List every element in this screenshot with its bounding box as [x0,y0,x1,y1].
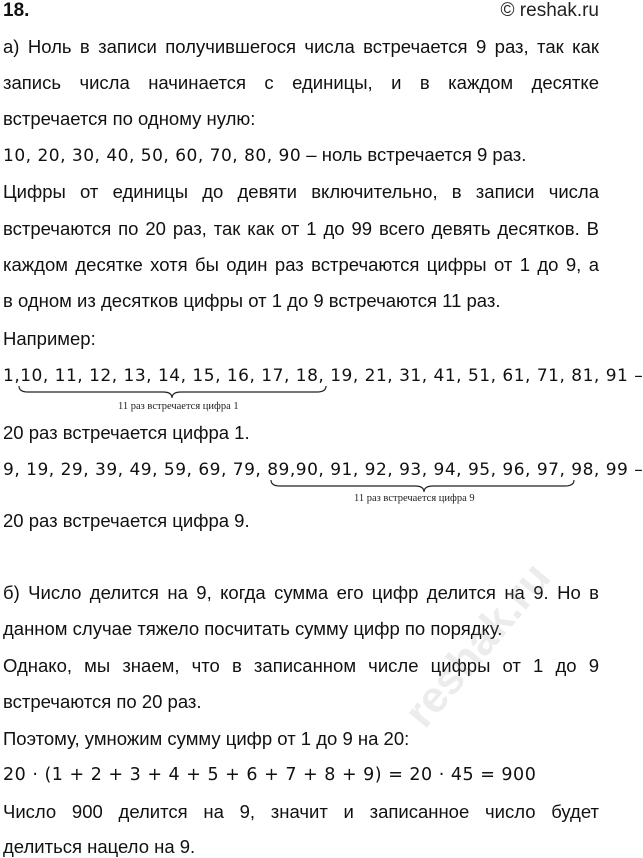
brace-2-label: 11 раз встречается цифра 9 [354,493,475,504]
seq1-tail: , 21, 31, 41, 51, 61, 71, 81, 91 – [352,366,643,386]
part-a-line-2: запись числа начинается с единицы, и в каждом десятке [3,72,599,93]
sequence-2 [3,458,643,480]
part-b-line-4: встречаются по 20 раз. [3,691,202,712]
formula: 20 · (1 + 2 + 3 + 4 + 5 + 6 + 7 + 8 + 9) = 20 · 45 = 900 [3,765,537,785]
zeros-text: – ноль встречается 9 раз. [301,144,527,165]
seq2-braced: 90, 91, 92, 93, 94, 95, 96, 97, 98, 99 [295,460,629,480]
part-b-line-5: Поэтому, умножим сумму цифр от 1 до 9 на 20: [3,728,410,749]
seq2-lead: 9, 19, 29, 39, 49, 59, 69, 79, 89, [3,460,296,480]
watermark: reshak.ru [395,553,560,737]
part-b-line-2: данном случае тяжело посчитать сумму цифр по порядку. [3,618,503,639]
brace-1 [18,385,328,399]
zeros-line [3,144,526,166]
part-b-line-7: Число 900 делится на 9, значит и записанное число будет [3,801,599,822]
part-b-line-8: делиться нацело на 9. [3,836,196,857]
seq1-lead: 1, [3,366,21,386]
part-a-line-8: в одном из десятков цифры от 1 до 9 встречаются 11 раз. [3,290,501,311]
problem-number: 18. [3,0,30,21]
part-a-line-1: а) Ноль в записи получившегося числа встречается 9 раз, так как [3,36,599,57]
part-a-line-7: каждом десятке хотя бы один раз встречаются цифры от 1 до 9, а [3,254,599,275]
part-b-line-3: Однако, мы знаем, что в записанном числе цифры от 1 до 9 [3,655,599,676]
zeros-numbers: 10, 20, 30, 40, 50, 60, 70, 80, 90 [3,146,302,166]
site-credit[interactable]: © reshak.ru [500,0,599,21]
part-a-line-5: Цифры от единицы до девяти включительно, в записи числа [3,181,599,202]
seq2-result: 20 раз встречается цифра 9. [3,510,250,531]
seq2-tail: – [628,460,643,480]
brace-1-label: 11 раз встречается цифра 1 [118,401,239,412]
seq1-braced: 10, 11, 12, 13, 14, 15, 16, 17, 18, 19 [20,366,353,386]
brace-2 [270,479,580,493]
seq1-result: 20 раз встречается цифра 1. [3,422,250,443]
part-b-line-1: б) Число делится на 9, когда сумма его цифр делится на 9. Но в [3,582,599,603]
part-a-line-3: встречается по одному нулю: [3,108,256,129]
sequence-1 [3,364,643,386]
part-a-line-6: встречаются по 20 раз, так как от 1 до 99 всего девять десятков. В [3,218,599,239]
example-label: Например: [3,328,96,349]
